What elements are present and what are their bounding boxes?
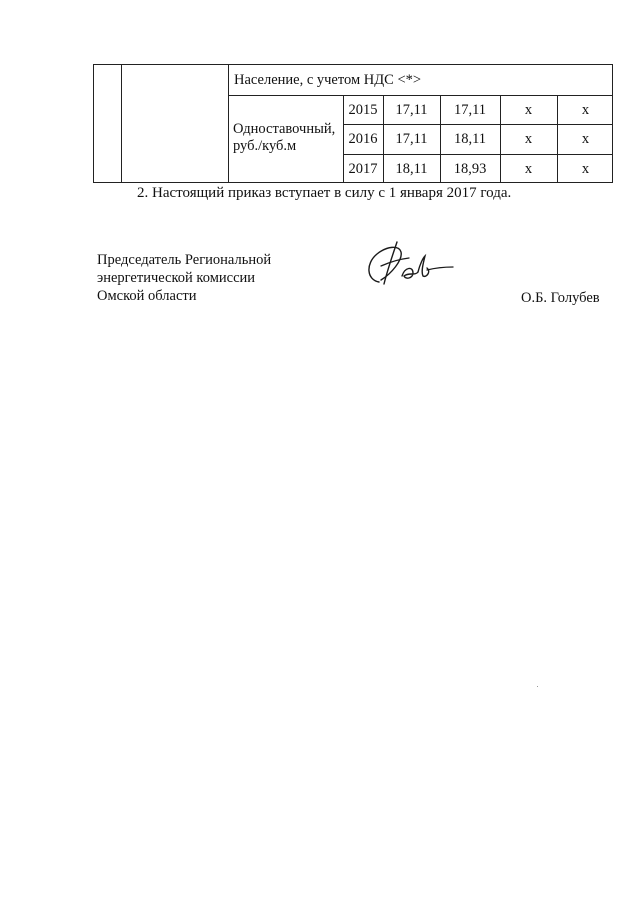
value-cell: 18,93 (453, 161, 487, 177)
tariff-label (233, 121, 335, 155)
table-col-divider (121, 65, 122, 182)
value-cell: 17,11 (395, 131, 428, 147)
year-cell: 2015 (348, 102, 378, 118)
table-row-divider (343, 154, 612, 155)
value-cell: x (581, 102, 590, 118)
group-header: Население, с учетом НДС <*> (234, 72, 422, 88)
signatory-title-line1: Председатель Региональной (97, 252, 272, 268)
value-cell: x (581, 161, 590, 177)
signatory-name: О.Б. Голубев (521, 290, 600, 306)
value-cell: x (581, 131, 590, 147)
tariff-label-line2: руб./куб.м (233, 138, 297, 154)
value-cell: x (524, 102, 533, 118)
year-cell: 2016 (348, 131, 378, 147)
handwritten-signature (357, 236, 457, 296)
value-cell: x (524, 161, 533, 177)
scan-speck (537, 686, 538, 687)
signatory-title-line2: энергетической комиссии (97, 270, 256, 286)
table-row-divider (228, 95, 612, 96)
value-cell: x (524, 131, 533, 147)
table-row-divider (343, 124, 612, 125)
year-cell: 2017 (348, 161, 378, 177)
value-cell: 17,11 (453, 102, 487, 118)
signatory-title (97, 251, 271, 305)
tariff-label-line1: Одноставочный, (233, 121, 336, 137)
value-cell: 18,11 (395, 161, 428, 177)
value-cell: 18,11 (453, 131, 487, 147)
tariff-table (93, 64, 613, 183)
order-paragraph: 2. Настоящий приказ вступает в силу с 1 января 2017 года. (137, 185, 512, 201)
table-col-divider (228, 65, 229, 182)
value-cell: 17,11 (395, 102, 428, 118)
signatory-title-line3: Омской области (97, 288, 197, 304)
